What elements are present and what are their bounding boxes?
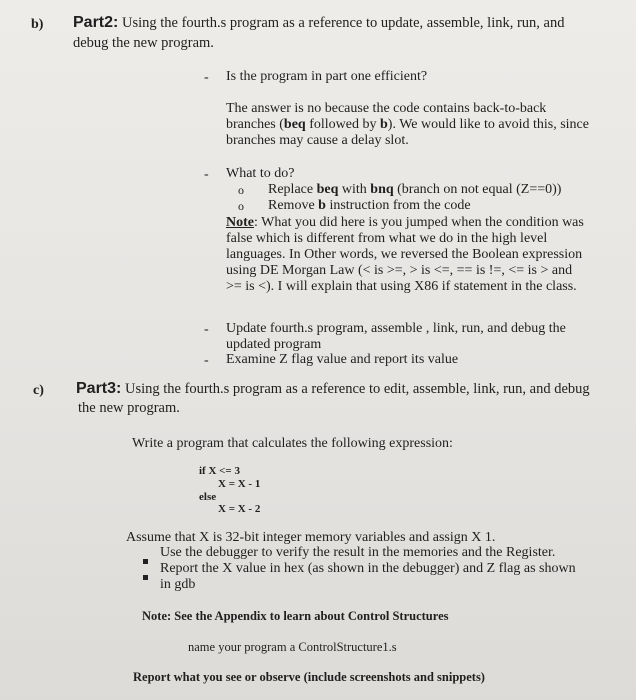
sub-item-replace	[268, 182, 561, 198]
answer-text: ). We would like to avoid this, since	[387, 117, 589, 132]
part2-intro-line1: Using the fourth.s program as a reference to update, assemble, link, run, and	[118, 15, 565, 31]
note-line1	[226, 215, 584, 231]
dash-marker: -	[204, 353, 209, 368]
sub-b: b	[318, 198, 326, 213]
answer-line3: branches may cause a delay slot.	[226, 133, 409, 148]
dash-marker: -	[204, 167, 209, 182]
part3-heading	[76, 380, 590, 398]
bullet-report-line2: in gdb	[160, 577, 196, 592]
bullet-report-line1: Report the X value in hex (as shown in the debugger) and Z flag as shown	[160, 561, 576, 576]
report-line: Report what you see or observe (include screenshots and snippets)	[133, 670, 485, 684]
part3-intro-line1: Using the fourth.s program as a reference to edit, assemble, link, run, and debug	[121, 381, 590, 397]
sub-text: with	[338, 182, 371, 197]
part2-intro-line2: debug the new program.	[73, 35, 214, 51]
sub-text: Remove	[268, 198, 319, 213]
program-name-line: name your program a ControlStructure1.s	[188, 640, 397, 654]
part3-title: Part3:	[76, 380, 122, 397]
square-bullet	[143, 567, 148, 585]
note-line5: >= is <). I will explain that using X86 if statement in the class.	[226, 279, 577, 294]
code-if: if X <= 3	[199, 465, 240, 477]
code-then: X = X - 1	[218, 478, 261, 490]
sub-bnq: bnq	[370, 182, 394, 197]
write-instruction: Write a program that calculates the following expression:	[132, 436, 453, 451]
answer-beq: beq	[283, 117, 306, 132]
part2-title: Part2:	[73, 14, 119, 31]
answer-b: b	[379, 117, 388, 132]
part2-heading	[73, 14, 565, 32]
code-else-stmt: X = X - 2	[218, 503, 261, 515]
sub-item-remove	[268, 198, 471, 214]
question-efficient: Is the program in part one efficient?	[226, 69, 428, 84]
sub-text: instruction from the code	[325, 198, 471, 213]
update-line1: Update fourth.s program, assemble , link, run, and debug the	[226, 321, 566, 336]
update-line2: updated program	[226, 337, 322, 352]
answer-text: followed by	[305, 117, 380, 132]
answer-text: branches (	[226, 117, 284, 132]
note-line4: using DE Morgan Law (< is >=, > is <=, == is !=, <= is > and	[226, 263, 573, 278]
answer-line2	[226, 117, 589, 133]
part2-label: b)	[31, 17, 44, 32]
code-else: else	[199, 491, 217, 503]
question-what-to-do: What to do?	[226, 166, 295, 181]
sub-text: (branch on not equal (Z==0))	[393, 182, 562, 197]
examine-line: Examine Z flag value and report its value	[226, 352, 459, 367]
part3-intro-line2: the new program.	[78, 400, 180, 416]
note-line3: languages. In Other words, we reversed the Boolean expression	[226, 247, 583, 262]
sub-text: Replace	[268, 182, 317, 197]
answer-line1: The answer is no because the code contains back-to-back	[226, 101, 547, 116]
bullet-debugger: Use the debugger to verify the result in the memories and the Register.	[160, 545, 556, 560]
appendix-note: Note: See the Appendix to learn about Control Structures	[142, 609, 449, 623]
sub-beq: beq	[316, 182, 339, 197]
dash-marker: -	[204, 70, 209, 85]
part3-label: c)	[33, 383, 44, 398]
note-text: : What you did here is you jumped when the condition was	[254, 215, 584, 230]
dash-marker: -	[204, 322, 209, 337]
assume-line: Assume that X is 32-bit integer memory variables and assign X 1.	[126, 530, 496, 545]
circle-bullet: o	[238, 183, 244, 197]
circle-bullet: o	[238, 199, 244, 213]
note-label: Note	[226, 215, 254, 230]
note-line2: false which is different from what we do in the high level	[226, 231, 548, 246]
